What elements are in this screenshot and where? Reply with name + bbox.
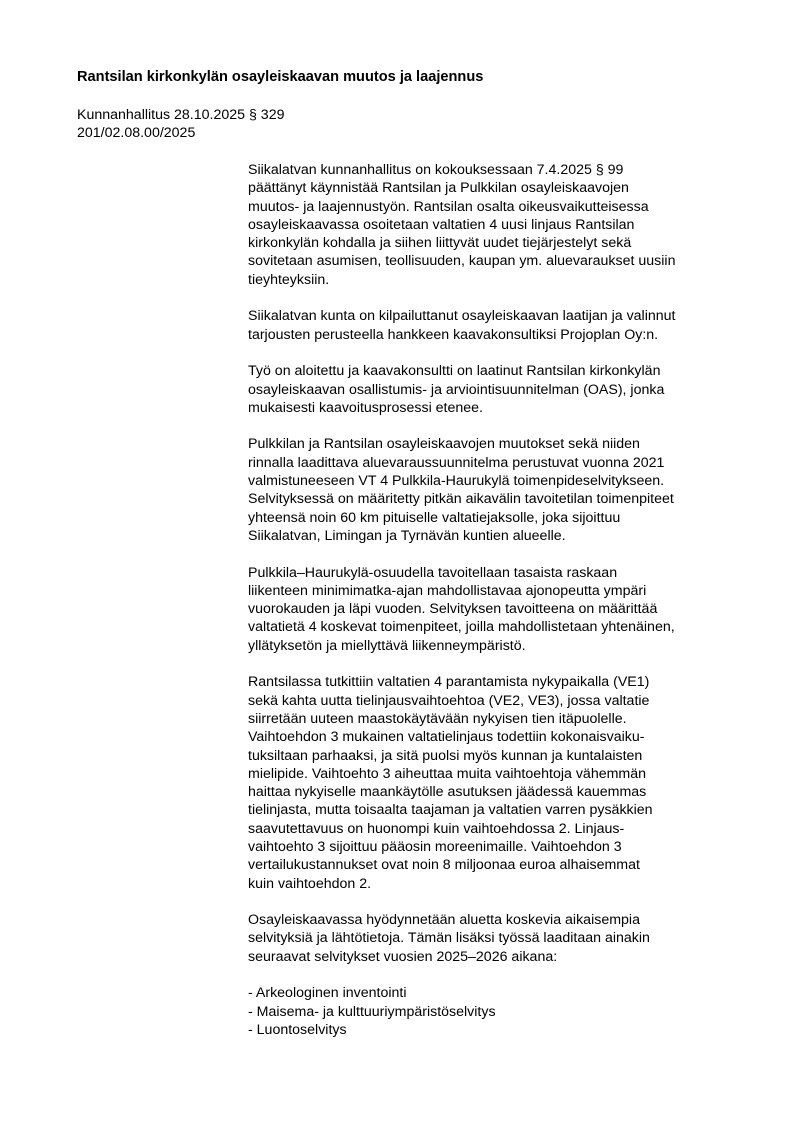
paragraph-line: osayleiskaavassa osoitetaan valtatien 4 uusi linjaus Rantsilan bbox=[248, 216, 635, 233]
paragraph-line: sovitetaan asumisen, teollisuuden, kaupan ym. aluevaraukset uusiin bbox=[248, 253, 676, 270]
paragraph bbox=[248, 362, 738, 417]
paragraph-line: valtatietä 4 koskevat toimenpiteet, joilla mahdollistetaan yhtenäinen, bbox=[248, 619, 675, 636]
paragraph-line: valmistuneeseen VT 4 Pulkkila-Haurukylä toimenpideselvitykseen. bbox=[248, 473, 665, 490]
paragraph-line: kuin vaihtoehdon 2. bbox=[248, 875, 372, 892]
study-list-item: - Luontoselvitys bbox=[248, 1021, 347, 1038]
document-title: Rantsilan kirkonkylän osayleiskaavan muutos ja laajennus bbox=[77, 69, 484, 85]
paragraph-line: Selvityksessä on määritetty pitkän aikavälin tavoitetilan toimenpiteet bbox=[248, 491, 674, 508]
paragraph-line: Osayleiskaavassa hyödynnetään aluetta koskevia aikaisempia bbox=[248, 912, 640, 929]
paragraph-line: mukaisesti kaavoitusprosessi etenee. bbox=[248, 399, 484, 416]
paragraph-line: Vaihtoehdon 3 mukainen valtatielinjaus todettiin kokonaisvaiku- bbox=[248, 729, 645, 746]
paragraph-line: haittaa nykyiselle maankäytölle asutuksen jäädessä kauemmas bbox=[248, 784, 647, 801]
paragraph-line: Työ on aloitettu ja kaavakonsultti on laatinut Rantsilan kirkonkylän bbox=[248, 363, 661, 380]
paragraph-line: vertailukustannukset ovat noin 8 miljoonaa euroa alhaisemmat bbox=[248, 857, 640, 874]
paragraph-line: rinnalla laadittava aluevaraussuunnitelma perustuvat vuonna 2021 bbox=[248, 454, 665, 471]
study-list-item: - Maisema- ja kulttuuriympäristöselvitys bbox=[248, 1003, 496, 1020]
paragraph-line: vaihtoehto 3 sijoittuu pääosin moreenimaille. Vaihtoehdon 3 bbox=[248, 838, 622, 855]
paragraph bbox=[248, 161, 738, 289]
paragraph-line: seuraavat selvitykset vuosien 2025–2026 aikana: bbox=[248, 948, 558, 965]
paragraph-line: Rantsilassa tutkittiin valtatien 4 parantamista nykypaikalla (VE1) bbox=[248, 674, 650, 691]
paragraph-line: Siikalatvan kunnanhallitus on kokouksessaan 7.4.2025 § 99 bbox=[248, 162, 624, 178]
paragraph-line: sekä kahta uutta tielinjausvaihtoehtoa (VE2, VE3), jossa valtatie bbox=[248, 692, 650, 709]
paragraph-line: vuorokauden ja läpi vuoden. Selvityksen tavoitteena on määrittää bbox=[248, 601, 658, 618]
paragraph-line: tarjousten perusteella hankkeen kaavakonsultiksi Projoplan Oy:n. bbox=[248, 326, 659, 343]
record-id: 201/02.08.00/2025 bbox=[77, 125, 196, 142]
paragraph-line: Pulkkilan ja Rantsilan osayleiskaavojen muutokset sekä niiden bbox=[248, 436, 640, 453]
study-list-item: - Arkeologinen inventointi bbox=[248, 985, 407, 1002]
paragraph bbox=[248, 307, 738, 344]
document-body bbox=[248, 161, 738, 1039]
paragraphs-container bbox=[248, 161, 738, 966]
paragraph bbox=[248, 435, 738, 545]
paragraph-line: päättänyt käynnistää Rantsilan ja Pulkkilan osayleiskaavojen bbox=[248, 180, 629, 197]
paragraph-line: osayleiskaavan osallistumis- ja arviointisuunnitelman (OAS), jonka bbox=[248, 381, 665, 398]
paragraph-line: mielipide. Vaihtoehto 3 aiheuttaa muita vaihtoehtoja vähemmän bbox=[248, 765, 647, 782]
paragraph-line: Siikalatvan kunta on kilpailuttanut osayleiskaavan laatijan ja valinnut bbox=[248, 308, 676, 325]
paragraph bbox=[248, 564, 738, 655]
paragraph-line: muutos- ja laajennustyön. Rantsilan osalta oikeusvaikutteisessa bbox=[248, 198, 649, 215]
paragraph-line: yllätyksetön ja miellyttävä liikenneympäristö. bbox=[248, 637, 526, 654]
document-meta bbox=[77, 106, 284, 143]
paragraph-line: yhteensä noin 60 km pituiselle valtatiejaksolle, joka sijoittuu bbox=[248, 509, 621, 526]
paragraph-line: Pulkkila–Haurukylä-osuudella tavoitellaan tasaista raskaan bbox=[248, 564, 618, 581]
paragraph-line: liikenteen minimimatka-ajan mahdollistavaa ajonopeutta ympäri bbox=[248, 582, 647, 599]
paragraph-line: tuksiltaan parhaaksi, ja sitä puolsi myös kunnan ja kuntalaisten bbox=[248, 747, 643, 764]
paragraph-line: selvityksiä ja lähtötietoja. Tämän lisäksi työssä laaditaan ainakin bbox=[248, 930, 650, 947]
meeting-reference: Kunnanhallitus 28.10.2025 § 329 bbox=[77, 107, 285, 123]
paragraph-line: kirkonkylän kohdalla ja siihen liittyvät uudet tiejärjestelyt sekä bbox=[248, 235, 632, 252]
studies-list bbox=[248, 984, 738, 1039]
paragraph-line: saavutettavuus on huonompi kuin vaihtoehdossa 2. Linjaus- bbox=[248, 820, 625, 837]
paragraph-line: siirretään uuteen maastokäytävään nykyisen tien itäpuolelle. bbox=[248, 710, 627, 727]
paragraph bbox=[248, 911, 738, 966]
paragraph-line: tieyhteyksiin. bbox=[248, 271, 330, 288]
paragraph-line: tielinjasta, mutta toisaalta taajaman ja valtatien varren pysäkkien bbox=[248, 802, 653, 819]
paragraph bbox=[248, 673, 738, 893]
paragraph-line: Siikalatvan, Limingan ja Tyrnävän kuntien alueelle. bbox=[248, 527, 566, 544]
